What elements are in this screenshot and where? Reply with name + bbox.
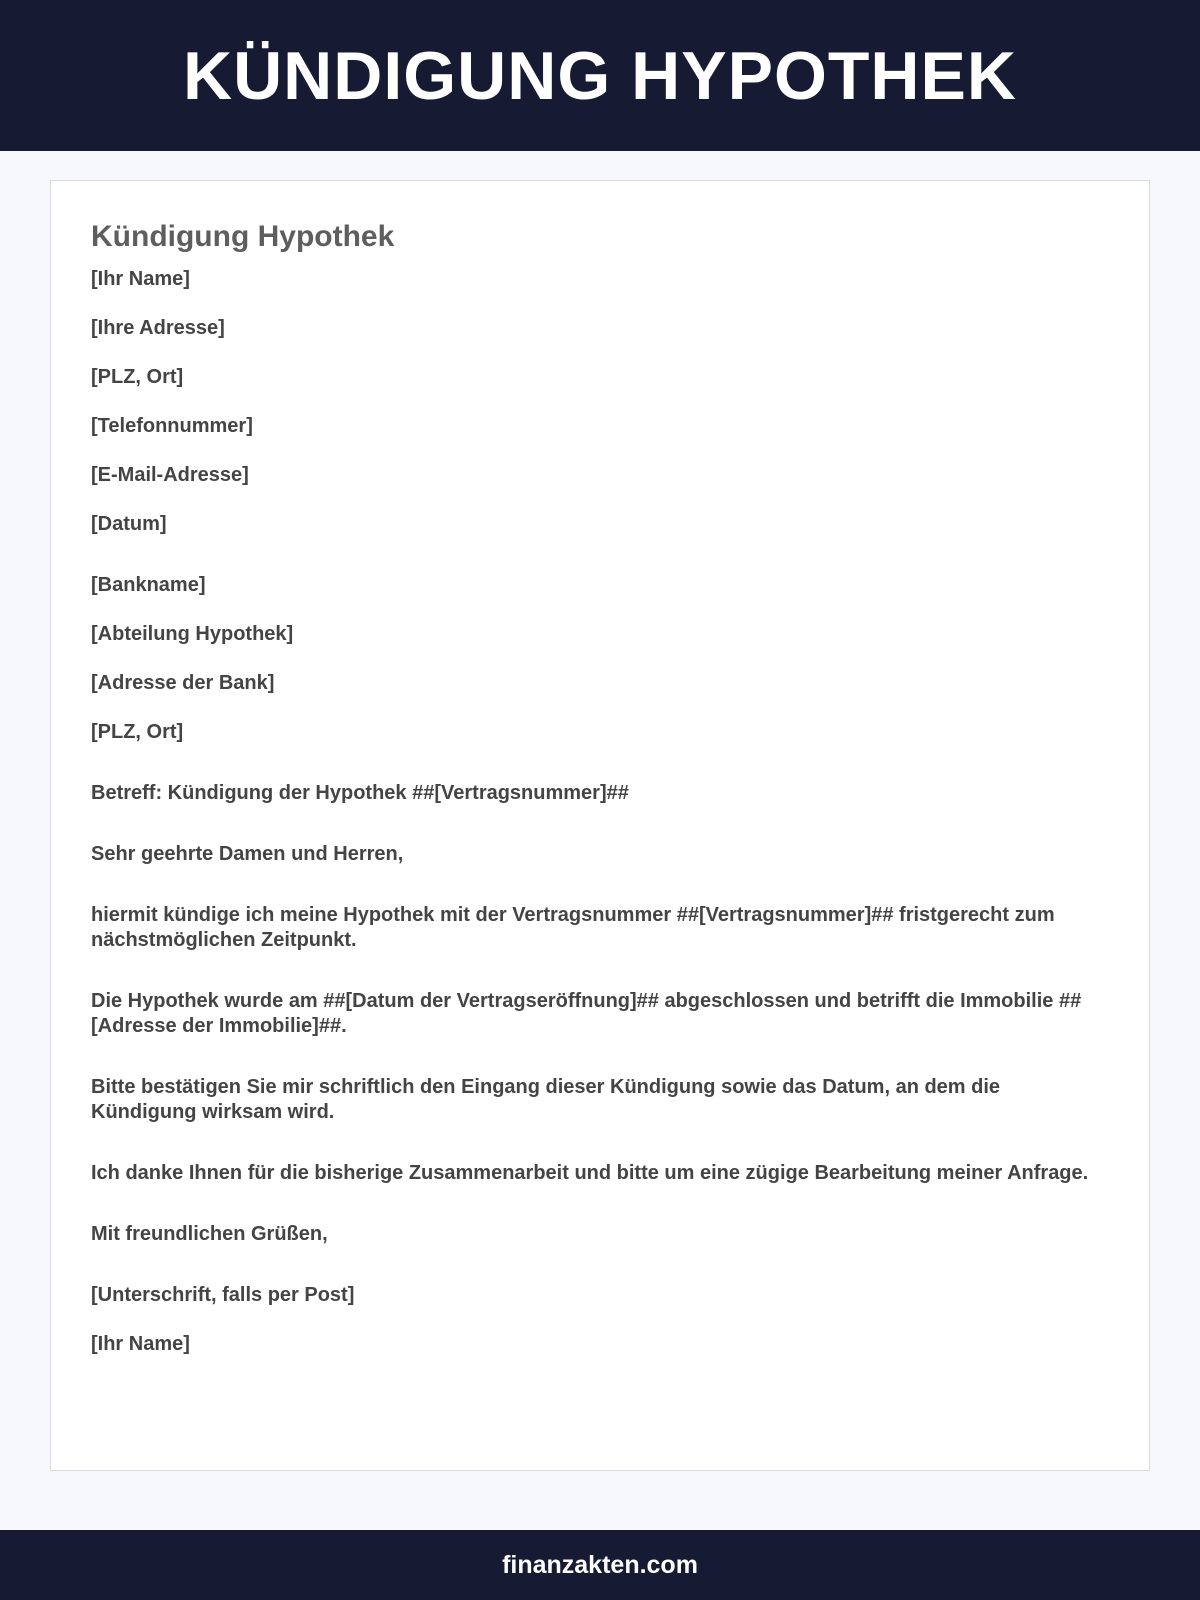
letter-salutation: Sehr geehrte Damen und Herren, <box>91 843 404 865</box>
sender-name: [Ihr Name] <box>91 268 190 290</box>
letter-paragraph: Ich danke Ihnen für die bisherige Zusammenarbeit und bitte um eine zügige Bearbeitung meiner Anfrage. <box>91 1162 1089 1184</box>
sender-zip-city: [PLZ, Ort] <box>91 366 184 388</box>
recipient-department: [Abteilung Hypothek] <box>91 623 294 645</box>
sender-email: [E-Mail-Adresse] <box>91 464 249 486</box>
footer-site-link[interactable]: finanzakten.com <box>502 1550 698 1579</box>
letter-subject: Betreff: Kündigung der Hypothek ##[Vertragsnummer]## <box>91 782 629 804</box>
letter-card <box>50 180 1150 1471</box>
page-header <box>0 0 1200 151</box>
page-footer <box>0 1530 1200 1600</box>
letter-date: [Datum] <box>91 513 167 535</box>
letter-paragraph: hiermit kündige ich meine Hypothek mit der Vertragsnummer ##[Vertragsnummer]## fristgerecht zum nächstmöglichen Zeitpunkt. <box>91 904 1055 951</box>
recipient-zip-city: [PLZ, Ort] <box>91 721 184 743</box>
recipient-address: [Adresse der Bank] <box>91 672 275 694</box>
sender-address: [Ihre Adresse] <box>91 317 225 339</box>
recipient-block <box>91 573 1109 745</box>
header-title: KÜNDIGUNG HYPOTHEK <box>182 37 1018 114</box>
sender-block <box>91 267 1109 537</box>
recipient-bank-name: [Bankname] <box>91 574 206 596</box>
letter-paragraph: Die Hypothek wurde am ##[Datum der Vertragseröffnung]## abgeschlossen und betrifft die Immobilie ##[Adresse der Immobilie]##. <box>91 990 1082 1037</box>
letter-paragraph: Bitte bestätigen Sie mir schriftlich den Eingang dieser Kündigung sowie das Datum, an dem die Kündigung wirksam wird. <box>91 1076 1001 1123</box>
signature-placeholder: [Unterschrift, falls per Post] <box>91 1284 355 1306</box>
signer-name: [Ihr Name] <box>91 1333 190 1355</box>
sender-phone: [Telefonnummer] <box>91 415 253 437</box>
document-title: Kündigung Hypothek <box>91 220 395 253</box>
letter-closing: Mit freundlichen Grüßen, <box>91 1223 328 1245</box>
